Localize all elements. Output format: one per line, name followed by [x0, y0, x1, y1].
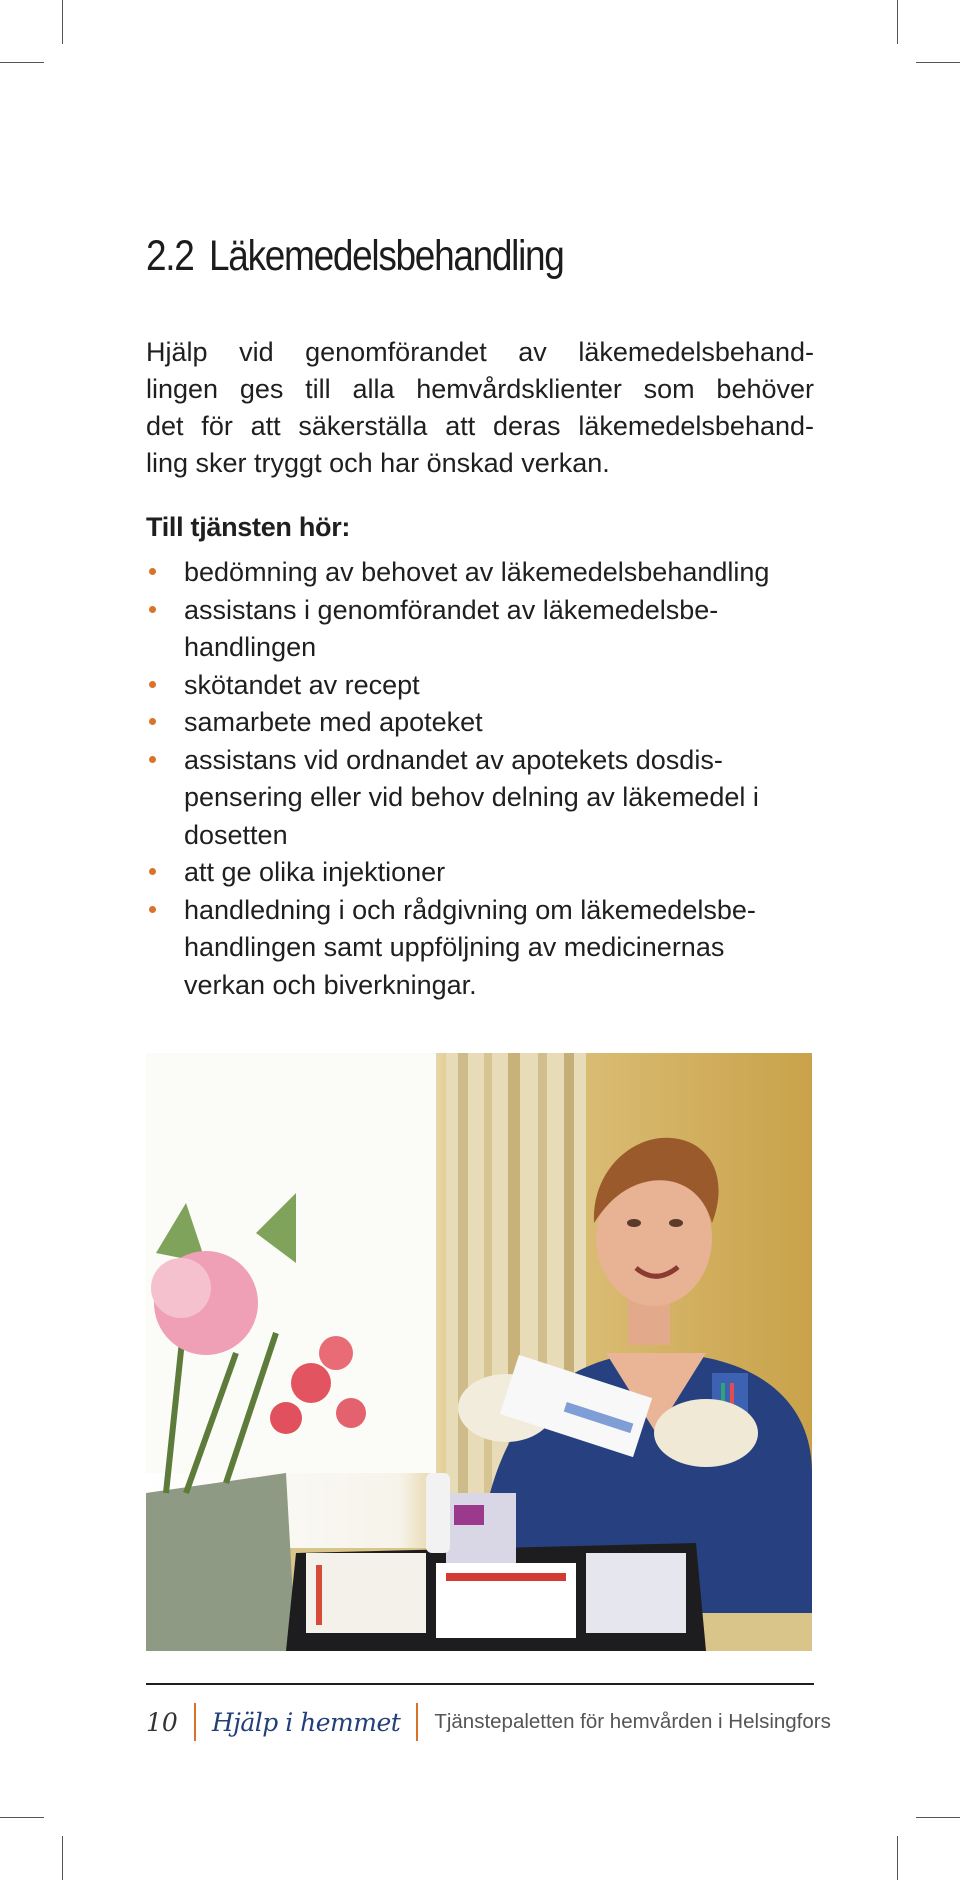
section-heading: [146, 232, 564, 281]
list-item: [146, 667, 846, 705]
list-item-text: handlingen: [184, 632, 317, 662]
list-item-text: pensering eller vid behov delning av läkemedel i: [184, 782, 759, 812]
list-item: [146, 592, 846, 667]
bullet-icon: [149, 568, 156, 575]
footer-rule: [146, 1683, 814, 1685]
list-item-text: att ge olika injektioner: [184, 857, 446, 887]
list-item: [146, 554, 846, 592]
list-item-text: assistans i genomförandet av läkemedelsbe-: [184, 594, 719, 625]
section-title: Läkemedelsbehandling: [209, 232, 564, 280]
crop-mark: [897, 1836, 898, 1880]
list-item: [146, 854, 846, 892]
crop-mark: [62, 1836, 63, 1880]
publication-title: Tjänstepaletten för hemvården i Helsingfors: [434, 1710, 831, 1733]
bullet-icon: [149, 906, 156, 913]
intro-line: lingen ges till alla hemvårdsklienter som behöver: [146, 374, 814, 404]
crop-mark: [0, 1817, 44, 1818]
nurse-photo: [146, 1053, 812, 1651]
crop-mark: [916, 1817, 960, 1818]
list-item-text: assistans vid ordnandet av apotekets dosdis-: [184, 744, 723, 775]
services-list: [146, 554, 846, 1004]
nurse-illustration: [146, 1053, 812, 1651]
bullet-icon: [149, 681, 156, 688]
crop-mark: [62, 0, 63, 44]
intro-line: Hjälp vid genomförandet av läkemedelsbehand-: [146, 337, 814, 367]
list-item-text: handlingen samt uppföljning av medicinernas: [184, 932, 725, 962]
footer-divider: [416, 1703, 418, 1741]
intro-line: ling sker tryggt och har önskad verkan.: [146, 448, 610, 478]
footer-divider: [194, 1703, 196, 1741]
list-item-text: dosetten: [184, 819, 288, 850]
bullet-icon: [149, 868, 156, 875]
brand-logo: Hjälp i hemmet: [211, 1707, 401, 1737]
list-item: [146, 704, 846, 742]
list-item: [146, 892, 846, 1005]
intro-paragraph: [146, 334, 814, 482]
bullet-icon: [149, 756, 156, 763]
crop-mark: [0, 62, 44, 63]
list-item-text: verkan och biverkningar.: [184, 969, 477, 1000]
page-number: 10: [146, 1707, 178, 1737]
list-item-text: bedömning av behovet av läkemedelsbehandling: [184, 557, 770, 587]
list-item-text: samarbete med apoteket: [184, 707, 483, 737]
page-footer: [146, 1700, 846, 1744]
crop-mark: [916, 62, 960, 63]
intro-line: det för att säkerställa att deras läkemedelsbehand-: [146, 411, 814, 441]
bullet-icon: [149, 606, 156, 613]
section-number: 2.2: [146, 232, 194, 280]
crop-mark: [897, 0, 898, 44]
list-item-text: handledning i och rådgivning om läkemedelsbe-: [184, 894, 756, 925]
list-item: [146, 742, 846, 855]
list-item-text: skötandet av recept: [184, 669, 420, 700]
bullet-icon: [149, 718, 156, 725]
services-heading: Till tjänsten hör:: [146, 512, 351, 542]
